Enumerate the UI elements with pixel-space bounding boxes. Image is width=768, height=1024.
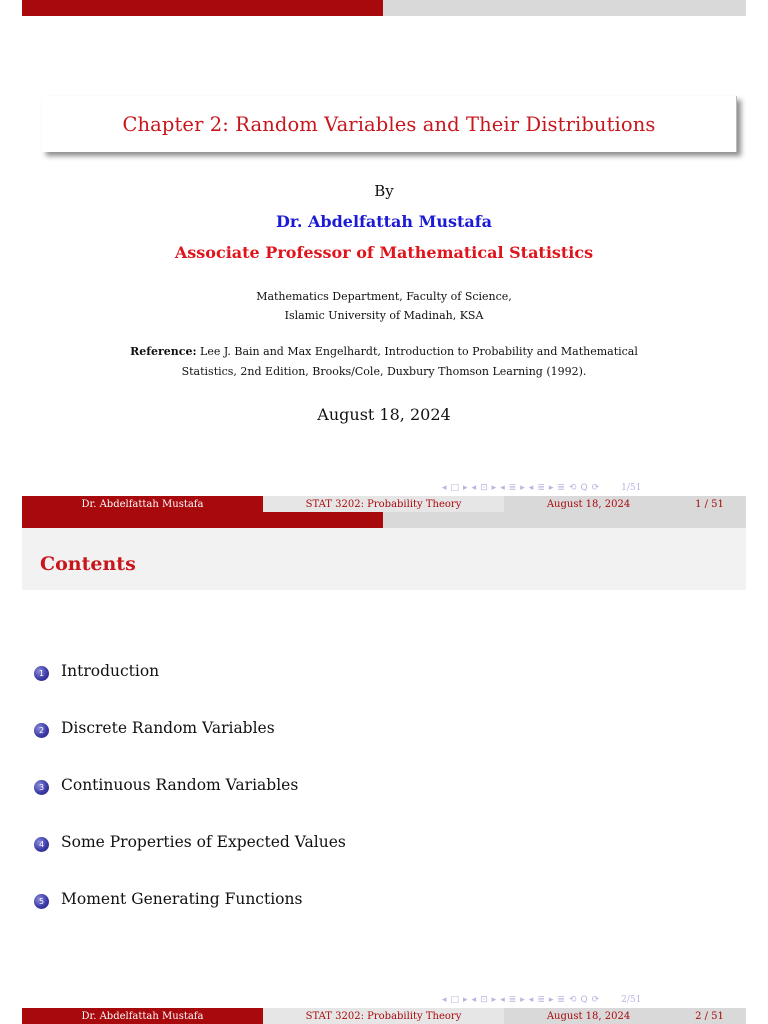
- nav-symbol-icon[interactable]: ◂: [471, 483, 477, 493]
- nav-symbol-icon[interactable]: ▸: [520, 483, 525, 493]
- footer-date: August 18, 2024: [504, 496, 673, 512]
- footer-course: STAT 3202: Probability Theory: [263, 496, 504, 512]
- frame-title: Contents: [40, 553, 136, 575]
- toc-item[interactable]: [34, 890, 734, 947]
- presentation-date: August 18, 2024: [317, 405, 451, 424]
- toc-item-label[interactable]: Some Properties of Expected Values: [61, 833, 346, 851]
- section-number-ball-icon: 3: [34, 780, 49, 795]
- nav-symbol-icon[interactable]: ◂: [500, 483, 505, 493]
- contents-slide: [22, 512, 746, 1024]
- nav-symbol-icon[interactable]: ◂: [528, 483, 534, 493]
- nav-symbol-icon[interactable]: ⟳: [591, 995, 600, 1005]
- nav-symbol-icon[interactable]: ◂: [442, 995, 447, 1005]
- section-number-ball-icon: 4: [34, 837, 49, 852]
- nav-symbol-icon[interactable]: ▸: [491, 483, 497, 493]
- nav-symbol-icon[interactable]: ▸: [548, 995, 554, 1005]
- nav-symbols[interactable]: [442, 483, 603, 493]
- toc-item[interactable]: [34, 662, 734, 719]
- nav-symbol-icon[interactable]: Q: [580, 483, 588, 493]
- reference-line-2: Statistics, 2nd Edition, Brooks/Cole, Duxbury Thomson Learning (1992).: [181, 365, 587, 378]
- reference-text-1: Lee J. Bain and Max Engelhardt, Introduction to Probability and Mathematical: [200, 345, 638, 358]
- nav-symbol-icon[interactable]: ≣: [537, 995, 545, 1005]
- nav-page-number: 2/51: [621, 995, 642, 1005]
- reference-label: Reference:: [130, 345, 197, 358]
- toc-item-label[interactable]: Introduction: [61, 662, 160, 680]
- nav-symbol-icon[interactable]: ≣: [557, 995, 565, 1005]
- nav-symbol-icon[interactable]: ⟳: [591, 483, 600, 493]
- section-number-ball-icon: 5: [34, 894, 49, 909]
- institution-line-2: Islamic University of Madinah, KSA: [284, 309, 484, 322]
- institution-line-1: Mathematics Department, Faculty of Science,: [256, 290, 512, 303]
- nav-symbol-icon[interactable]: ▸: [463, 483, 468, 493]
- footer-date: August 18, 2024: [504, 1008, 673, 1024]
- nav-symbol-icon[interactable]: ▸: [548, 483, 554, 493]
- nav-symbol-icon[interactable]: ◂: [500, 995, 505, 1005]
- title-block: [42, 96, 737, 152]
- nav-symbol-icon[interactable]: ⊡: [480, 995, 488, 1005]
- footer-author: Dr. Abdelfattah Mustafa: [22, 1008, 263, 1024]
- beamer-navigation[interactable]: [442, 993, 742, 1007]
- nav-symbol-icon[interactable]: □: [450, 483, 460, 493]
- nav-symbol-icon[interactable]: ⟲: [568, 995, 577, 1005]
- footer-course: STAT 3202: Probability Theory: [263, 1008, 504, 1024]
- footer-page: 1 / 51: [673, 496, 746, 512]
- footer-author: Dr. Abdelfattah Mustafa: [22, 496, 263, 512]
- footer: [22, 496, 746, 512]
- toc-item[interactable]: [34, 833, 734, 890]
- nav-symbol-icon[interactable]: ⟲: [568, 483, 577, 493]
- progress-bar: [22, 0, 746, 16]
- nav-symbol-icon[interactable]: ⊡: [480, 483, 488, 493]
- footer: [22, 1008, 746, 1024]
- footer-page: 2 / 51: [673, 1008, 746, 1024]
- nav-symbol-icon[interactable]: ◂: [528, 995, 534, 1005]
- toc-item-label[interactable]: Moment Generating Functions: [61, 890, 303, 908]
- toc-item-label[interactable]: Continuous Random Variables: [61, 776, 299, 794]
- author-position: Associate Professor of Mathematical Statistics: [174, 243, 594, 262]
- nav-symbol-icon[interactable]: ◂: [471, 995, 477, 1005]
- nav-symbol-icon[interactable]: ≣: [537, 483, 545, 493]
- nav-symbol-icon[interactable]: Q: [580, 995, 588, 1005]
- section-number-ball-icon: 2: [34, 723, 49, 738]
- progress-fill: [22, 512, 383, 528]
- toc-item-label[interactable]: Discrete Random Variables: [61, 719, 275, 737]
- presentation-title: Chapter 2: Random Variables and Their Distributions: [122, 112, 656, 136]
- nav-symbols[interactable]: [442, 995, 603, 1005]
- progress-fill: [22, 0, 383, 16]
- nav-symbol-icon[interactable]: ▸: [520, 995, 525, 1005]
- nav-symbol-icon[interactable]: ≣: [508, 995, 517, 1005]
- nav-symbol-icon[interactable]: ▸: [463, 995, 468, 1005]
- toc-item[interactable]: [34, 776, 734, 833]
- title-slide: [22, 0, 746, 512]
- nav-symbol-icon[interactable]: ▸: [491, 995, 497, 1005]
- nav-symbol-icon[interactable]: ◂: [442, 483, 447, 493]
- reference-line-1: [22, 345, 746, 358]
- section-number-ball-icon: 1: [34, 666, 49, 681]
- progress-bar: [22, 512, 746, 528]
- by-label: By: [374, 182, 394, 200]
- nav-symbol-icon[interactable]: ≣: [508, 483, 517, 493]
- beamer-navigation[interactable]: [442, 481, 742, 495]
- author-name: Dr. Abdelfattah Mustafa: [276, 212, 492, 231]
- nav-symbol-icon[interactable]: □: [450, 995, 460, 1005]
- nav-page-number: 1/51: [621, 483, 642, 493]
- table-of-contents: [34, 662, 734, 947]
- toc-item[interactable]: [34, 719, 734, 776]
- nav-symbol-icon[interactable]: ≣: [557, 483, 565, 493]
